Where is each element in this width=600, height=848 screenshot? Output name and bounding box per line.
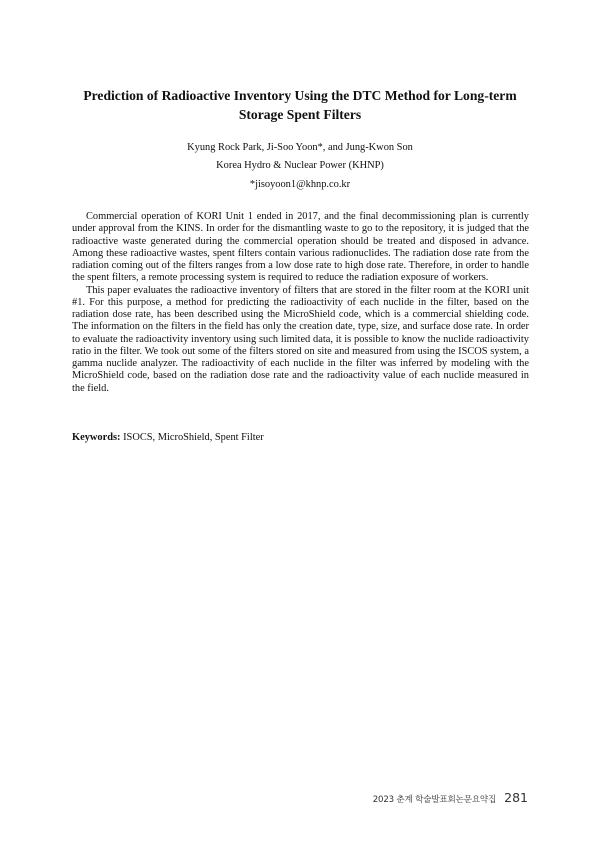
corresponding-email: *jisoyoon1@khnp.co.kr	[249, 179, 351, 190]
abstract	[72, 211, 529, 395]
abstract-paragraph-2: This paper evaluates the radioactive inventory of filters that are stored in the filter room at the KORI unit #1. For this purpose, a method for predicting the radioactivity of each nuclide in the filter, based on the radiation dose rate, has been described using the MicroShield code, which is a commercial shielding code. The information on the filters in the field has only the creation date, type, size, and surface dose rate. In order to evaluate the radioactivity inventory using such limited data, it is possible to know the nuclide radioactivity ratio in the filter. We took out some of the filters stored on site and measured from using the ISCOS system, a gamma nuclide analyzer. The radioactivity of each nuclide in the filter was inferred by modeling with the MicroShield code, based on the radiation dose rate and the radioactivity value of each nuclide measured in the field.	[72, 284, 529, 394]
page-number: 281	[504, 790, 528, 805]
keywords-list: ISOCS, MicroShield, Spent Filter	[123, 432, 264, 443]
paper-title: Prediction of Radioactive Inventory Using the DTC Method for Long-term Storage Spent Filters	[83, 88, 517, 122]
keywords-label: Keywords:	[72, 432, 121, 443]
abstract-paragraph-1: Commercial operation of KORI Unit 1 ended in 2017, and the final decommissioning plan is currently under approval from the KINS. In order for the dismantling waste to go to the repository, it is judged that the radioactive waste generated during the commercial operation should be treated and disposed in advance. Among these radioactive wastes, spent filters contain various radionuclides. The radiation dose rate from the radiation coming out of the filters ranges from a low dose rate to high dose rate. Therefore, in order to handle the spent filters, a remote processing system is required to reduce the radiation exposure of workers.	[72, 211, 529, 284]
keywords	[72, 431, 529, 444]
page-footer	[373, 790, 528, 805]
proceedings-name: 2023 춘계 학술발표회논문요약집	[372, 795, 497, 805]
affiliation: Korea Hydro & Nuclear Power (KHNP)	[216, 160, 384, 171]
author-list: Kyung Rock Park, Ji-Soo Yoon*, and Jung-Kwon Son	[187, 142, 413, 153]
